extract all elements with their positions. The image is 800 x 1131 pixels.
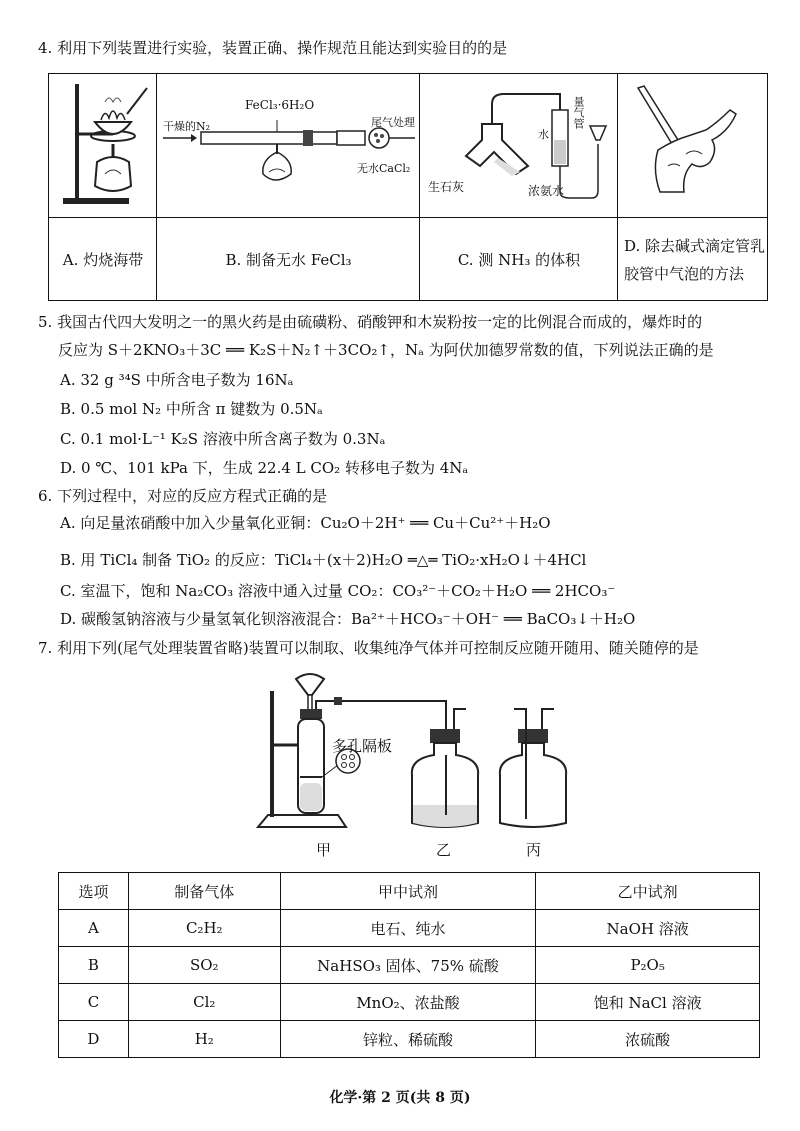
q6-option-b: B. 用 TiCl₄ 制备 TiO₂ 的反应：TiCl₄＋(x＋2)H₂O ═△═ TiO₂·xH₂O↓＋4HCl [60,551,587,569]
table-cell: 饱和 NaCl 溶液 [536,984,760,1021]
q6-stem: 6. 下列过程中，对应的反应方程式正确的是 [38,487,328,505]
q4-stem: 4. 利用下列装置进行实验，装置正确、操作规范且能达到实验目的的是 [38,39,508,57]
q4-option-c: C. 测 NH₃ 的体积 [457,250,581,269]
table-row [59,1021,760,1058]
table-cell: 浓硫酸 [536,1021,760,1058]
fecl3-apparatus [157,74,420,217]
tail-gas-label: 尾气处理 [371,116,415,129]
table-cell: P₂O₅ [536,947,760,984]
table-cell: 电石、纯水 [280,910,536,947]
q5-stem-line2: 反应为 S＋2KNO₃＋3C ══ K₂S＋N₂↑＋3CO₂↑，Nₐ 为阿伏加德罗常数的值，下列说法正确的是 [58,341,714,359]
q5-option-d: D. 0 ℃、101 kPa 下，生成 22.4 L CO₂ 转移电子数为 4Nₐ [60,459,469,477]
q6-option-d: D. 碳酸氢钠溶液与少量氢氧化钡溶液混合：Ba²⁺＋HCO₃⁻＋OH⁻ ══ BaCO₃↓＋H₂O [60,610,636,628]
q7-apparatus-figure [250,665,570,865]
table-cell: D [59,1021,129,1058]
table-cell: MnO₂、浓盐酸 [280,984,536,1021]
table-header-cell: 选项 [59,873,129,910]
table-row [59,947,760,984]
table-header-cell: 制备气体 [128,873,280,910]
y-tube-icon [420,74,618,217]
tube-furnace-icon [157,74,420,217]
table-cell: NaOH 溶液 [536,910,760,947]
ammonia-label: 浓氨水 [528,184,565,198]
table-cell: C [59,984,129,1021]
q5-option-c: C. 0.1 mol·L⁻¹ K₂S 溶液中所含离子数为 0.3Nₐ [60,430,386,448]
page-footer: 化学·第 2 页(共 8 页) [329,1090,471,1106]
table-cell: SO₂ [128,947,280,984]
table-header-row [59,873,760,910]
apparatus-yi-label: 乙 [436,841,452,859]
table-header-cell: 乙中试剂 [536,873,760,910]
q5-stem-line1: 5. 我国古代四大发明之一的黑火药是由硫磺粉、硝酸钾和木炭粉按一定的比例混合而成的，爆炸时的 [38,313,703,331]
q6-option-a: A. 向足量浓硝酸中加入少量氧化亚铜：Cu₂O＋2H⁺ ══ Cu＋Cu²⁺＋H₂O [60,514,551,532]
apparatus-bing-label: 丙 [526,841,542,859]
porous-plate-label: 多孔隔板 [332,737,393,755]
q7-options-table [58,872,760,1058]
fecl3-label: FeCl₃·6H₂O [245,98,315,112]
table-cell: 锌粒、稀硫酸 [280,1021,536,1058]
q6-option-c: C. 室温下，饱和 Na₂CO₃ 溶液中通入过量 CO₂：CO₃²⁻＋CO₂＋H₂O ══ 2HCO₃⁻ [60,582,616,600]
q4-figure-table [48,73,768,301]
apparatus-jia-label: 甲 [316,841,332,859]
q5-option-b: B. 0.5 mol N₂ 中所含 π 键数为 0.5Nₐ [60,400,323,418]
water-label: 水 [538,128,549,141]
table-row [59,984,760,1021]
table-cell: A [59,910,129,947]
table-cell: H₂ [128,1021,280,1058]
q4-option-a: A. 灼烧海带 [62,250,144,269]
q4-option-d: D. 除去碱式滴定管乳胶管中气泡的方法 [624,236,766,283]
q7-stem: 7. 利用下列(尾气处理装置省略)装置可以制取、收集纯净气体并可控制反应随开随用、随关随停的是 [38,639,699,657]
crucible-stand-icon [49,74,157,217]
nh3-apparatus [420,74,618,217]
table-header-cell: 甲中试剂 [280,873,536,910]
table-cell: B [59,947,129,984]
table-cell: NaHSO₃ 固体、75% 硫酸 [280,947,536,984]
table-row [59,910,760,947]
q5-option-a: A. 32 g ³⁴S 中所含电子数为 16Nₐ [60,371,294,389]
q4-option-b: B. 制备无水 FeCl₃ [225,250,352,269]
n2-inlet-label: 干燥的N₂ [163,120,211,133]
table-cell: Cl₂ [128,984,280,1021]
quicklime-label: 生石灰 [428,180,465,194]
table-cell: C₂H₂ [128,910,280,947]
cacl2-label: 无水CaCl₂ [357,162,411,175]
gas-burette-label: 量气管 [572,96,585,129]
burette-hand-icon [618,74,768,217]
kipp-apparatus-icon [250,665,570,835]
